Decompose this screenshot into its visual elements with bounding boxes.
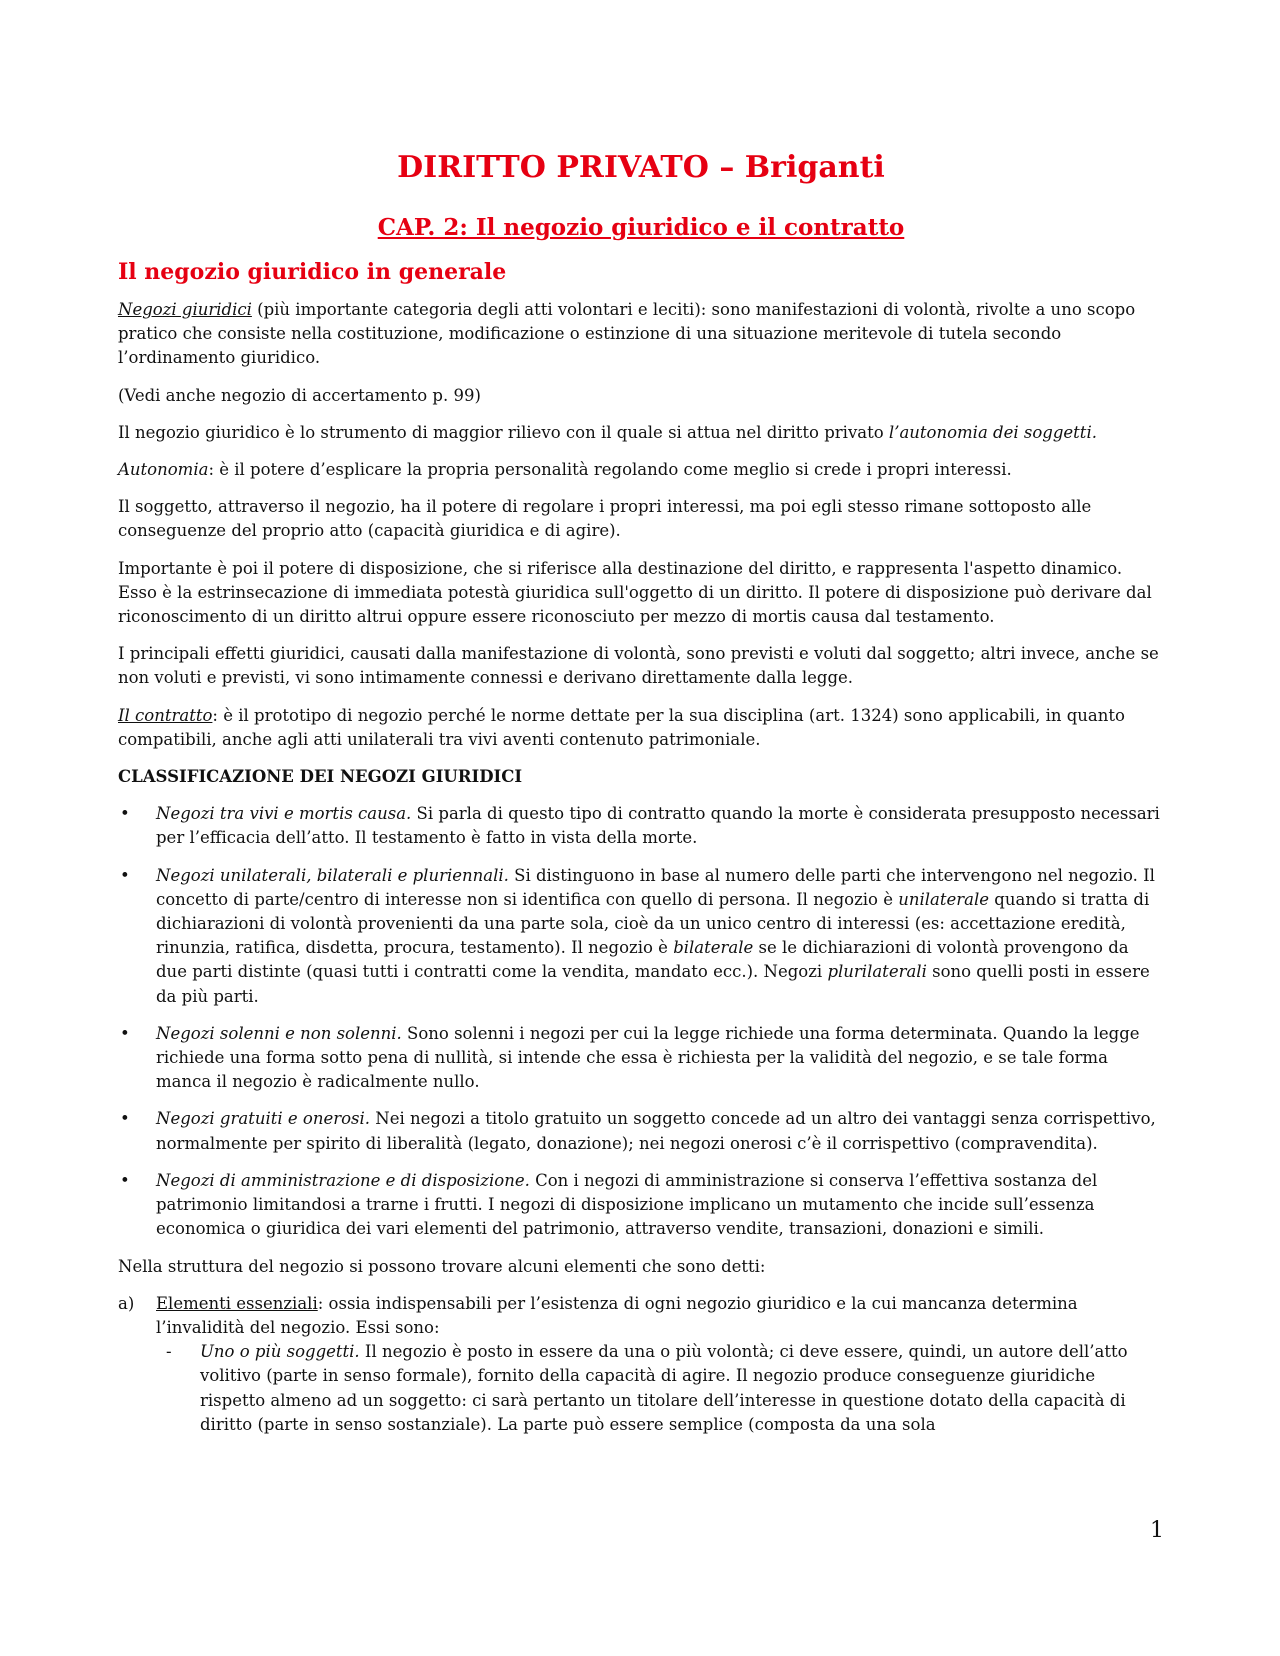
section-heading: Il negozio giuridico in generale <box>118 259 507 285</box>
classification-list <box>118 802 1164 1241</box>
term: Negozi giuridici <box>118 300 252 319</box>
paragraph-effetti: I principali effetti giuridici, causati dalla manifestazione di volontà, sono previsti e voluti dal soggetto; altri invece, anche se non voluti e previsti, vi sono intimamente connessi e derivano direttamente dalla legge. <box>118 644 1159 688</box>
paragraph-autonomia: Autonomia: è il potere d’esplicare la propria personalità regolando come meglio si crede i propri interessi. <box>118 460 1012 480</box>
paragraph-contratto: Il contratto: è il prototipo di negozio perché le norme dettate per la sua disciplina (art. 1324) sono applicabili, in quanto compatibili, anche agli atti unilaterali tra vivi aventi contenuto patrimoniale. <box>118 705 1125 749</box>
bullet-icon: • <box>120 1109 130 1129</box>
term: Autonomia <box>118 460 209 480</box>
bullet-icon: • <box>120 865 130 885</box>
term: Il contratto <box>118 705 213 725</box>
list-item: • Negozi solenni e non solenni. Sono solenni i negozi per cui la legge richiede una forma determinata. Quando la legge richiede una forma sotto pena di nullità, si intende che essa è richiesta per la validità del negozio, e se tale forma manca il negozio è radicalmente nullo. <box>120 1023 1140 1092</box>
list-item: • Negozi gratuiti e onerosi. Nei negozi a titolo gratuito un soggetto concede ad un altro dei vantaggi senza corrispettivo, normalmente per spirito di liberalità (legato, donazione); nei negozi onerosi c’è il corrispettivo (compravendita). <box>120 1109 1156 1153</box>
list-item: • Negozi tra vivi e mortis causa. Si parla di questo tipo di contratto quando la morte è considerata presupposto necessari per l’efficacia dell’atto. Il testamento è fatto in vista della morte. <box>120 804 1160 848</box>
list-item: • Negozi unilaterali, bilaterali e pluriennali. Si distinguono in base al numero delle parti che intervengono nel negozio. Il concetto di parte/centro di interesse non si identifica con quello di persona. Il negozio è unilaterale quando si tratta di dichiarazioni di volontà provenienti da una parte sola, cioè da un unico centro di interessi (es: accettazione eredità, rinunzia, ratifica, disdetta, procura, testamento). Il negozio è bilaterale se le dichiarazioni di volontà provengono da due parti distinte (quasi tutti i contratti come la vendita, mandato ecc.). Negozi plurilaterali sono quelli posti in essere da più parti. <box>120 865 1155 1006</box>
sublist-item: - Uno o più soggetti. Il negozio è posto in essere da una o più volontà; ci deve essere, quindi, un autore dell’atto volitivo (parte in senso formale), fornito della capacità di agire. Il negozio produce conseguenze giuridiche rispetto almeno ad un soggetto: ci sarà pertanto un titolare dell’interesse in questione dotato della capacità di diritto (parte in senso sostanziale). La parte può essere semplice (composta da una sola <box>166 1342 1128 1434</box>
document-title: DIRITTO PRIVATO – Briganti <box>397 150 885 185</box>
bullet-icon: • <box>120 804 130 824</box>
paragraph-accertamento: (Vedi anche negozio di accertamento p. 99) <box>118 385 481 405</box>
paragraph-autonomia-soggetti: Il negozio giuridico è lo strumento di maggior rilievo con il quale si attua nel diritto privato l’autonomia dei soggetti. <box>118 422 1097 442</box>
bullet-icon: • <box>120 1023 130 1043</box>
paragraph-struttura: Nella struttura del negozio si possono trovare alcuni elementi che sono detti: <box>118 1256 766 1276</box>
document-body <box>118 298 1164 1437</box>
list-item-a: a) Elementi essenziali: ossia indispensabili per l’esistenza di ogni negozio giuridico e la cui mancanza determina l’invalidità del negozio. Essi sono: <box>118 1293 1078 1337</box>
chapter-subtitle: CAP. 2: Il negozio giuridico e il contratto <box>377 214 905 241</box>
list-item: • Negozi di amministrazione e di disposizione. Con i negozi di amministrazione si conserva l’effettiva sostanza del patrimonio limitandosi a trarne i frutti. I negozi di disposizione implicano un mutamento che incide sull’essenza economica o giuridica dei vari elementi del patrimonio, attraverso vendite, transazioni, donazioni e simili. <box>120 1170 1098 1239</box>
paragraph-potere-disposizione: Importante è poi il potere di disposizione, che si riferisce alla destinazione del diritto, e rappresenta l'aspetto dinamico. Esso è la estrinsecazione di immediata potestà giuridica sull'oggetto di un diritto. Il potere di disposizione può derivare dal riconoscimento di un diritto altrui oppure essere riconosciuto per mezzo di mortis causa dal testamento. <box>118 558 1152 627</box>
bullet-icon: • <box>120 1170 130 1190</box>
paragraph-soggetto: Il soggetto, attraverso il negozio, ha il potere di regolare i propri interessi, ma poi egli stesso rimane sottoposto alle conseguenze del proprio atto (capacità giuridica e di agire). <box>118 497 1092 541</box>
term: Elementi essenziali <box>156 1293 318 1313</box>
page-number: 1 <box>1150 1518 1164 1543</box>
paragraph-negozi-giuridici: Negozi giuridici (più importante categoria degli atti volontari e leciti): sono manifestazioni di volontà, rivolte a uno scopo pratico che consiste nella costituzione, modificazione o estinzione di una situazione meritevole di tutela secondo l’ordinamento giuridico. <box>118 300 1136 368</box>
classification-heading: CLASSIFICAZIONE DEI NEGOZI GIURIDICI <box>118 767 523 787</box>
